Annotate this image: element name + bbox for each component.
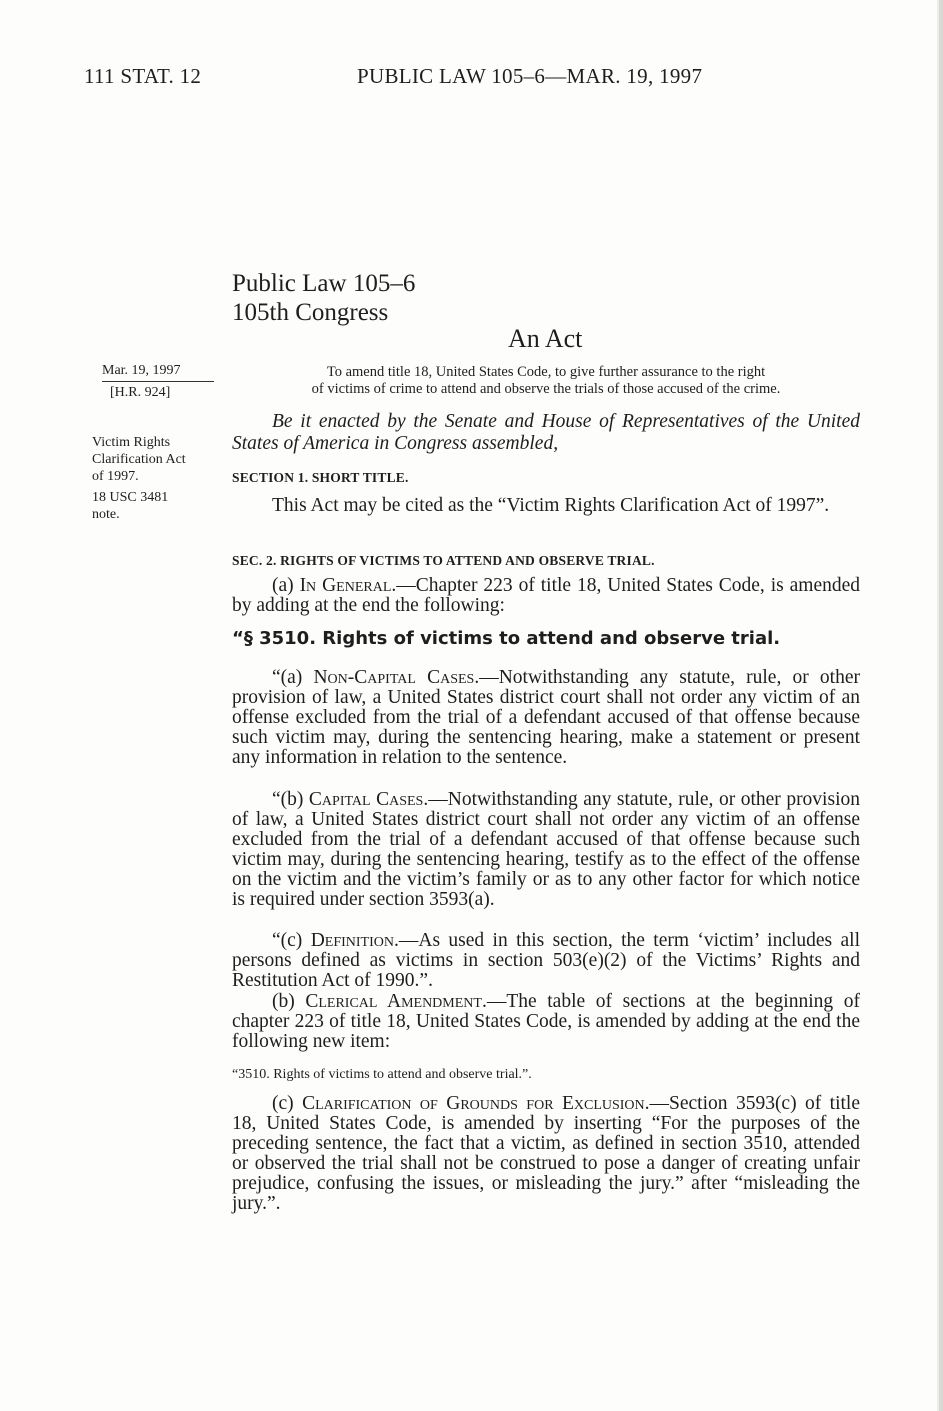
- subsection-a-in-general: [232, 576, 860, 616]
- subsection-label: (b): [272, 991, 306, 1012]
- margin-short-title-note: [92, 434, 222, 485]
- clerical-table-item: “3510. Rights of victims to attend and observe trial.”.: [232, 1067, 532, 1082]
- subsection-caption: Clarification of Grounds for Exclusion: [302, 1093, 645, 1114]
- purpose-line: of victims of crime to attend and observe the trials of those accused of the crime.: [311, 381, 781, 397]
- subsection-label: “(c): [272, 930, 311, 951]
- page-edge: [939, 0, 943, 1411]
- section-2-heading: SEC. 2. RIGHTS OF VICTIMS TO ATTEND AND OBSERVE TRIAL.: [232, 553, 655, 568]
- subsection-non-capital-cases: [232, 668, 860, 768]
- subsection-caption: Clerical Amendment: [305, 991, 482, 1012]
- subsection-b-clerical-amendment: [232, 992, 860, 1052]
- subsection-caption: In General: [299, 575, 392, 596]
- stat-reference: 111 STAT. 12: [84, 64, 202, 88]
- subsection-text: .—Notwithstanding any statute, rule, or other provision of law, a United States district court shall not order any victim of an offense excluded from the trial of a defendant accused of that offense because such victim may, during the sentencing hearing, make a statement or present any information in relation to the sentence.: [232, 667, 860, 768]
- subsection-caption: Definition: [310, 930, 394, 951]
- subsection-c-clarification: [232, 1094, 860, 1214]
- purpose-line: To amend title 18, United States Code, to give further assurance to the right: [326, 364, 766, 380]
- margin-note-line: note.: [92, 507, 120, 522]
- subsection-text: .—Chapter 223 of title 18, United States Code, is amended by adding at the end the following:: [232, 575, 860, 616]
- subsection-text: .—The table of sections at the beginning of chapter 223 of title 18, United States Code, is amended by adding at the end the following new item:: [232, 991, 860, 1052]
- congress-number: 105th Congress: [232, 299, 389, 326]
- subsection-label: (c): [272, 1093, 303, 1114]
- law-reference: PUBLIC LAW 105–6—MAR. 19, 1997: [357, 64, 703, 88]
- subsection-definition: [232, 931, 860, 991]
- purpose-statement: [232, 364, 860, 398]
- margin-note-line: Clarification Act: [92, 452, 186, 467]
- subsection-caption: Capital Cases: [308, 789, 424, 810]
- subsection-text: .—Section 3593(c) of title 18, United States Code, is amended by inserting “For the purposes of the preceding sentence, the fact that a victim, as defined in section 3510, attended or observed the trial shall not be construed to pose a danger of creating unfair prejudice, confusing the issues, or misleading the jury.” after “misleading the jury.”.: [232, 1093, 860, 1214]
- an-act-heading: An Act: [508, 324, 583, 353]
- margin-note-line: 18 USC 3481: [92, 490, 169, 505]
- subsection-label: (a): [272, 575, 300, 596]
- subsection-text: .—Notwithstanding any statute, rule, or other provision of law, a United States district court shall not order any victim of an offense excluded from the trial of a defendant accused of that offense because such victim may, during the sentencing hearing, testify as to the effect of the offense on the victim and the victim’s family or as to any other factor for which notice is required under section 3593(a).: [232, 789, 860, 910]
- margin-note-line: Victim Rights: [92, 435, 171, 450]
- subsection-caption: Non-Capital Cases: [313, 667, 475, 688]
- enactment-date: Mar. 19, 1997: [102, 363, 181, 378]
- margin-note-line: of 1997.: [92, 469, 139, 484]
- date-rule: [102, 381, 214, 382]
- subsection-label: “(b): [272, 789, 309, 810]
- subsection-text: .—As used in this section, the term ‘victim’ includes all persons defined as victims in section 503(e)(2) of the Victims’ Rights and Restitution Act of 1990.”.: [232, 930, 860, 991]
- enacting-clause: Be it enacted by the Senate and House of Representatives of the United States of America in Congress assembled,: [232, 411, 860, 454]
- margin-usc-note: [92, 489, 222, 523]
- public-law-number: Public Law 105–6: [232, 270, 416, 297]
- margin-date-note: [92, 362, 222, 401]
- section-1-heading: SECTION 1. SHORT TITLE.: [232, 470, 409, 485]
- subsection-capital-cases: [232, 790, 860, 910]
- bill-number: [H.R. 924]: [110, 385, 171, 400]
- subsection-label: “(a): [272, 667, 314, 688]
- law-title-block: [232, 269, 415, 327]
- section-3510-heading: “§ 3510. Rights of victims to attend and observe trial.: [232, 628, 781, 649]
- section-1-text: This Act may be cited as the “Victim Rights Clarification Act of 1997”.: [272, 495, 830, 516]
